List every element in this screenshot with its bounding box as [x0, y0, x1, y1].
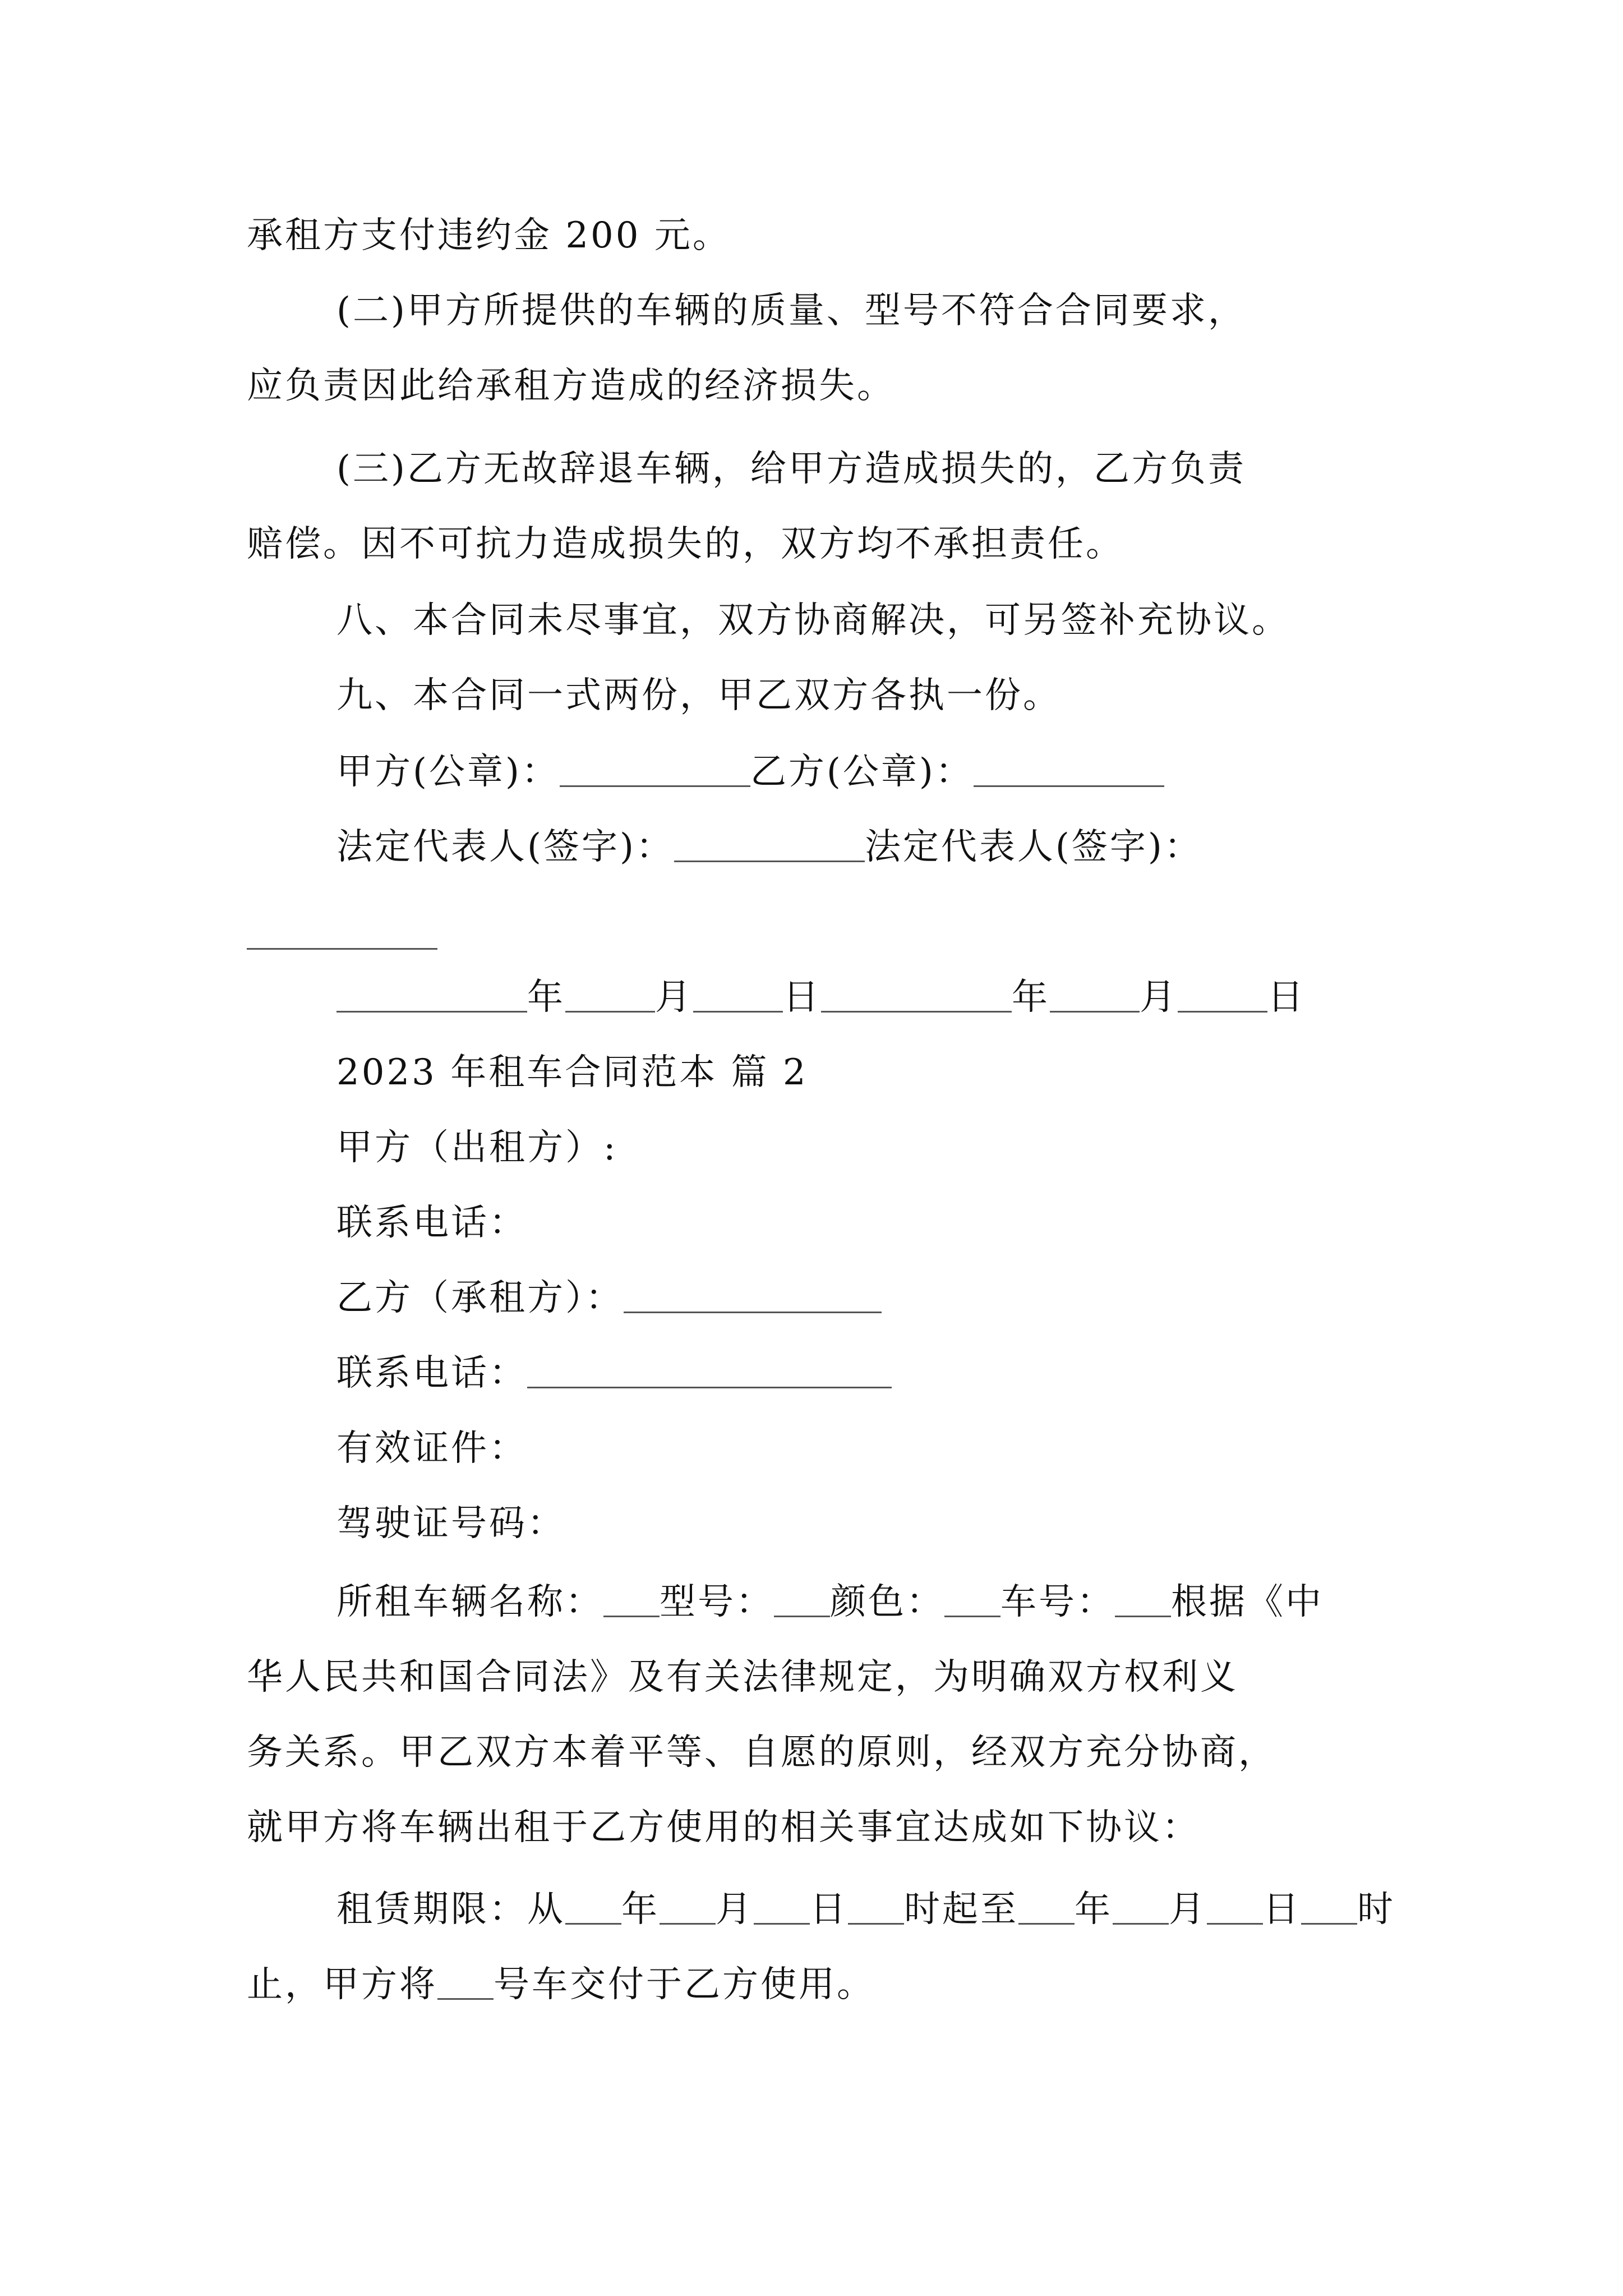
vehicle-line: [336, 1580, 1324, 1625]
vehicle-plate-label: 车号：: [1000, 1581, 1115, 1623]
blank-underline: [336, 978, 527, 1013]
text-line: 应负责因此给承租方造成的经济损失。: [247, 365, 895, 407]
party-b-line: [336, 1276, 882, 1320]
date-line: [336, 975, 1306, 1020]
vehicle-name-label: 所租车辆名称：: [336, 1581, 603, 1623]
blank-underline: [674, 828, 865, 862]
blank-underline: [1207, 1890, 1263, 1925]
signature-line-seal: [336, 749, 1164, 794]
blank-underline: [821, 978, 1012, 1013]
term-year-label: 年: [1075, 1889, 1113, 1930]
party-b-seal-label: 乙方(公章)：: [750, 751, 974, 793]
blank-underline: [944, 1583, 1000, 1617]
blank-underline: [603, 1583, 660, 1617]
term-line: [336, 1887, 1395, 1932]
term-to-label: 时: [1357, 1889, 1395, 1930]
blank-underline: [247, 948, 437, 950]
text-line: (二)甲方所提供的车辆的质量、型号不符合合同要求，: [336, 290, 1246, 332]
text-fragment: 根据《中: [1171, 1581, 1324, 1623]
text-fragment: 号车交付于乙方使用。: [494, 1964, 875, 2005]
text-line: 联系电话：: [336, 1202, 527, 1244]
date-year-label: 年: [1012, 977, 1050, 1018]
text-line: 就甲方将车辆出租于乙方使用的相关事宜达成如下协议：: [247, 1807, 1200, 1848]
blank-underline: [527, 1354, 892, 1388]
blank-underline: [754, 1890, 810, 1925]
text-line: 甲方（出租方）:: [336, 1127, 618, 1168]
text-line: 有效证件：: [336, 1428, 527, 1469]
term-day-label: 日: [810, 1889, 848, 1930]
blank-underline: [1018, 1890, 1075, 1925]
party-b-rep-label: 法定代表人(签字)：: [864, 826, 1202, 868]
blank-underline: [693, 978, 783, 1013]
blank-underline: [660, 1890, 716, 1925]
text-line: 赔偿。因不可抗力造成损失的，双方均不承担责任。: [247, 523, 1124, 565]
term-line-2: [247, 1962, 875, 2007]
text-line: 承租方支付违约金 200 元。: [247, 215, 731, 256]
blank-underline: [1301, 1890, 1357, 1925]
blank-underline: [565, 1890, 621, 1925]
text-line: 八、本合同未尽事宜，双方协商解决，可另签补充协议。: [336, 600, 1290, 641]
text-line: 驾驶证号码：: [336, 1503, 565, 1544]
vehicle-model-label: 型号：: [660, 1581, 774, 1623]
signature-line-rep: [336, 825, 1202, 869]
text-line: 务关系。甲乙双方本着平等、自愿的原则，经双方充分协商，: [247, 1732, 1276, 1773]
blank-underline: [1115, 1583, 1171, 1617]
party-b-label: 乙方（承租方）：: [336, 1277, 624, 1319]
blank-underline: [974, 753, 1164, 787]
text-fragment: 止，甲方将: [247, 1964, 437, 2005]
date-day-label: 日: [1267, 977, 1306, 1018]
blank-underline: [560, 753, 750, 787]
blank-underline: [624, 1279, 882, 1313]
term-month-label: 月: [716, 1889, 754, 1930]
date-month-label: 月: [655, 977, 693, 1018]
blank-underline: [1178, 978, 1267, 1013]
term-label: 租赁期限：从: [336, 1889, 565, 1930]
date-day-label: 日: [783, 977, 821, 1018]
vehicle-color-label: 颜色：: [830, 1581, 944, 1623]
section-heading: 2023 年租车合同范本 篇 2: [336, 1052, 808, 1093]
party-a-rep-label: 法定代表人(签字)：: [336, 826, 674, 868]
blank-underline: [848, 1890, 904, 1925]
blank-underline: [1113, 1890, 1169, 1925]
text-line: 华人民共和国合同法》及有关法律规定，为明确双方权利义: [247, 1657, 1238, 1698]
term-from-label: 时起至: [904, 1889, 1018, 1930]
blank-underline: [1050, 978, 1140, 1013]
blank-underline: [774, 1583, 830, 1617]
term-year-label: 年: [621, 1889, 660, 1930]
blank-underline: [437, 1966, 494, 2000]
date-month-label: 月: [1140, 977, 1178, 1018]
text-line: (三)乙方无故辞退车辆，给甲方造成损失的，乙方负责: [336, 448, 1246, 490]
term-day-label: 日: [1263, 1889, 1301, 1930]
phone-label: 联系电话：: [336, 1352, 527, 1394]
term-month-label: 月: [1169, 1889, 1207, 1930]
party-a-seal-label: 甲方(公章)：: [336, 751, 560, 793]
text-line: 九、本合同一式两份，甲乙双方各执一份。: [336, 675, 1061, 716]
blank-underline: [565, 978, 655, 1013]
phone-line: [336, 1351, 892, 1396]
date-year-label: 年: [527, 977, 565, 1018]
